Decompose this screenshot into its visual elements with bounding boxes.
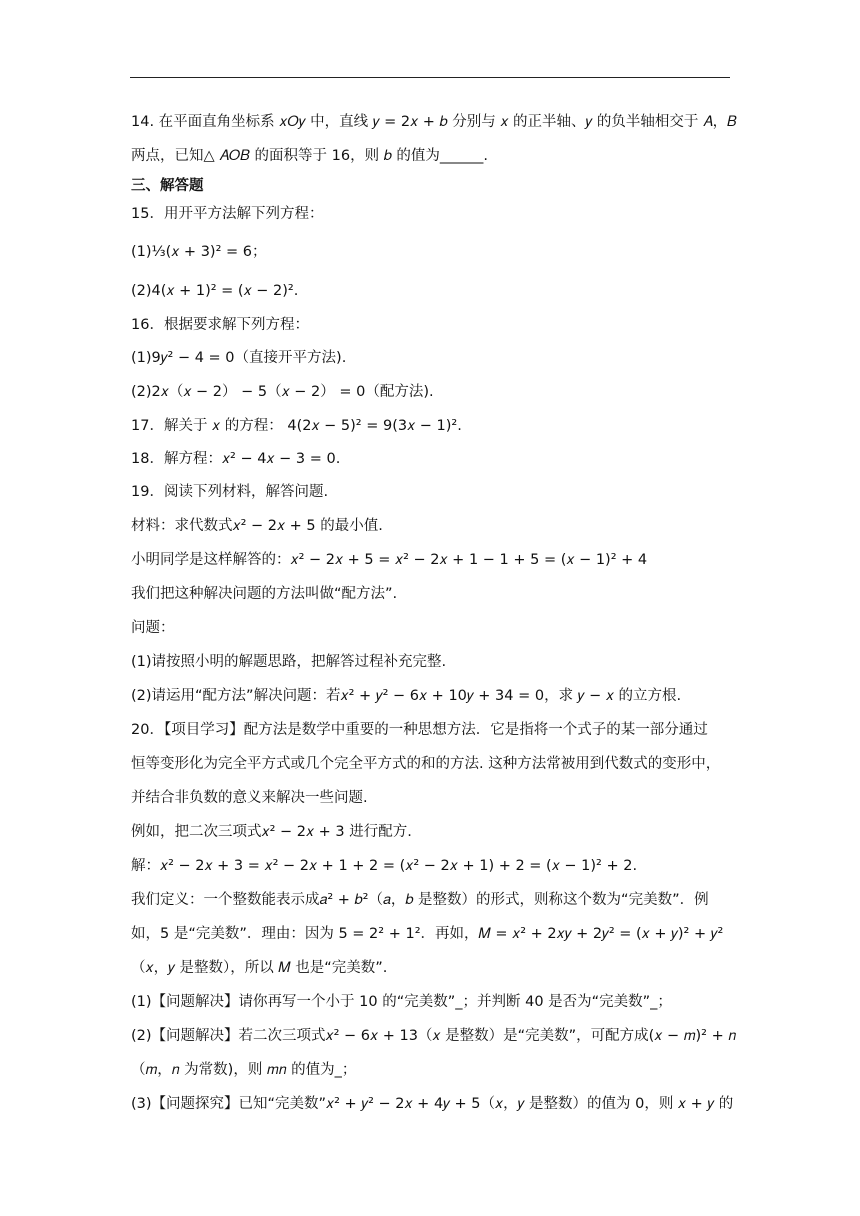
q19-part-1: (1)请按照小明的解题思路，把解答过程补充完整. [131, 654, 447, 670]
q19-method: 我们把这种解决问题的方法叫做“配方法”. [131, 586, 398, 602]
q19-stem: 19．阅读下列材料，解答问题. [131, 484, 329, 500]
q20-line-2: 恒等变形化为完全平方式或几个完全平方式的和的方法. 这种方法常被用到代数式的变形中， [131, 756, 721, 772]
q20-definition-2: 如，5 是“完美数”．理由：因为 5 = 2² + 1²．再如，𝑀 = 𝑥² + 2𝑥𝑦 + 2𝑦² = (𝑥 + 𝑦)² + 𝑦² [131, 926, 724, 942]
section-heading: 三、解答题 [131, 178, 204, 194]
q14-line-2: 两点，已知△ 𝐴𝑂𝐵 的面积等于 16，则 𝑏 的值为______. [131, 148, 489, 164]
q16-stem: 16．根据要求解下列方程： [131, 317, 309, 333]
q20-part-2-line-2: （𝑚，𝑛 为常数)，则 𝑚𝑛 的值为_； [131, 1062, 357, 1078]
q20-example-solution: 解：𝑥² − 2𝑥 + 3 = 𝑥² − 2𝑥 + 1 + 2 = (𝑥² − 2𝑥 + 1) + 2 = (𝑥 − 1)² + 2. [131, 858, 638, 874]
q19-question-label: 问题： [131, 620, 175, 636]
q20-part-3: (3)【问题探究】已知“完美数”𝑥² + 𝑦² − 2𝑥 + 4𝑦 + 5（𝑥，𝑦 是整数）的值为 0，则 𝑥 + 𝑦 的 [131, 1096, 734, 1112]
q15-part-2: (2)4(𝑥 + 1)² = (𝑥 − 2)². [131, 283, 299, 299]
q20-part-1: (1)【问题解决】请你再写一个小于 10 的“完美数”_；并判断 40 是否为“完美数”_； [131, 994, 672, 1010]
q19-material: 材料：求代数式𝑥² − 2𝑥 + 5 的最小值. [131, 518, 383, 534]
q17: 17．解关于 𝑥 的方程： 4(2𝑥 − 5)² = 9(3𝑥 − 1)². [131, 418, 462, 434]
q14-line-1: 14. 在平面直角坐标系 𝑥𝑂𝑦 中，直线 𝑦 = 2𝑥 + 𝑏 分别与 𝑥 的正半轴、𝑦 的负半轴相交于 𝐴，𝐵 [131, 114, 737, 130]
q16-part-2: (2)2𝑥（𝑥 − 2） − 5（𝑥 − 2） = 0（配方法). [131, 384, 434, 400]
q15-part-1: (1)⅓(𝑥 + 3)² = 6； [131, 244, 267, 260]
q20-example: 例如，把二次三项式𝑥² − 2𝑥 + 3 进行配方. [131, 824, 412, 840]
q20-definition-3: （𝑥，𝑦 是整数），所以 𝑀 也是“完美数”. [131, 960, 388, 976]
q19-part-2: (2)请运用“配方法”解决问题：若𝑥² + 𝑦² − 6𝑥 + 10𝑦 + 34 = 0，求 𝑦 − 𝑥 的立方根. [131, 688, 682, 704]
q20-part-2-line-1: (2)【问题解决】若二次三项式𝑥² − 6𝑥 + 13（𝑥 是整数）是“完美数”，可配方成(𝑥 − 𝑚)² + 𝑛 [131, 1028, 737, 1044]
q20-definition-1: 我们定义：一个整数能表示成𝑎² + 𝑏²（𝑎，𝑏 是整数）的形式，则称这个数为“完美数”．例 [131, 892, 709, 908]
q15-stem: 15．用开平方法解下列方程： [131, 206, 324, 222]
q20-line-3: 并结合非负数的意义来解决一些问题. [131, 790, 368, 806]
q16-part-1: (1)9𝑦² − 4 = 0（直接开平方法). [131, 350, 347, 366]
header-rule [130, 77, 730, 78]
q20-line-1: 20．【项目学习】配方法是数学中重要的一种思想方法．它是指将一个式子的某一部分通过 [131, 722, 708, 738]
q19-solution: 小明同学是这样解答的：𝑥² − 2𝑥 + 5 = 𝑥² − 2𝑥 + 1 − 1 + 5 = (𝑥 − 1)² + 4 [131, 552, 648, 568]
q18: 18．解方程：𝑥² − 4𝑥 − 3 = 0. [131, 451, 341, 467]
